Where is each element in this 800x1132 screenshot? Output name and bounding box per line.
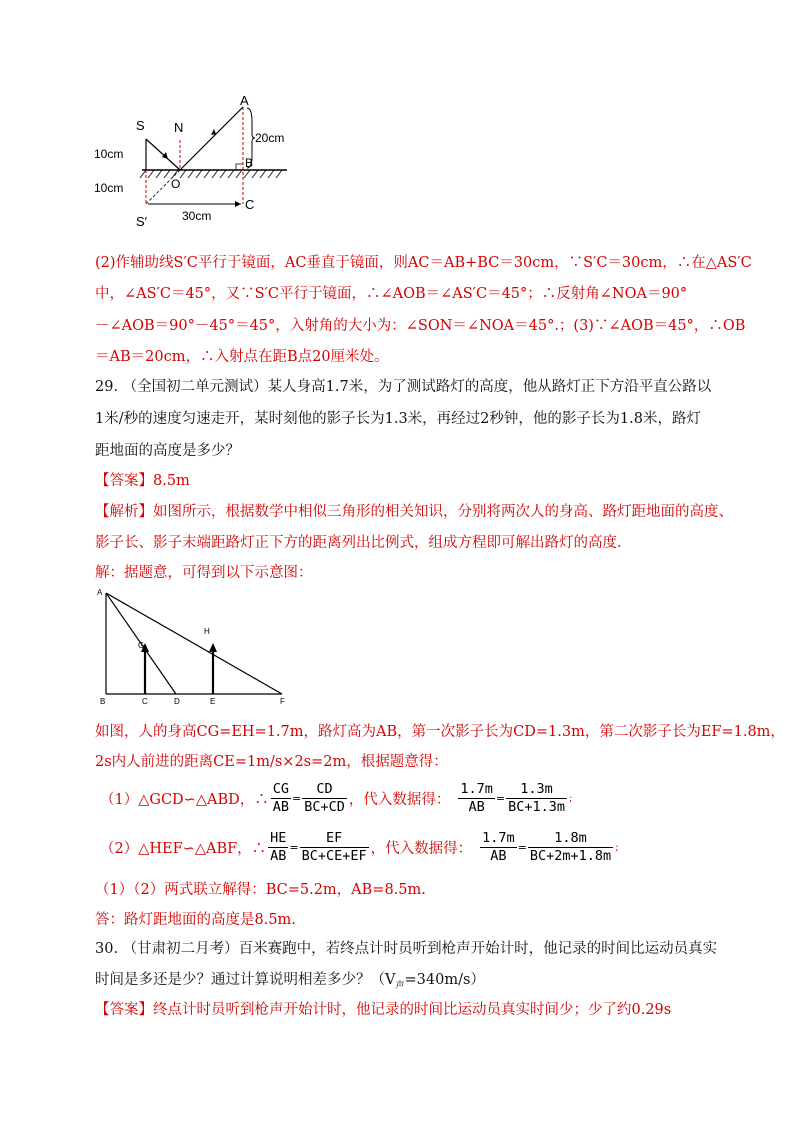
dim-10cm-top: 10cm [94,147,124,161]
eq2-prefix: （2）△HEF∽△ABF，∴ [100,841,267,857]
dim-20cm: 20cm [255,131,285,145]
q30-line-2 [95,970,485,996]
q29-explain-2: 2s内人前进的距离CE=1m/s×2s=2m，根据题意得： [95,754,448,770]
solution-line-2: 中，∠AS′C＝45°，又∵S′C平行于镜面，∴∠AOB＝∠AS′C＝45°；∴反射角∠NOA＝90° [95,286,688,302]
eq2-frac-2: $\frac{EF}{BC+CE+EF}$ [301,830,367,864]
q30-line-2-text: 时间是多还是少？通过计算说明相差多少？（V [95,972,396,988]
q29-solve-intro: 解：据题意，可得到以下示意图： [95,565,313,581]
label-n: N [174,120,184,135]
eq2-suffix: ; [615,842,619,853]
eq1-frac-1: $\frac{CG}{AB}$ [272,781,289,815]
eq2-mid: ，代入数据得： [370,841,473,857]
solution-line-3: －∠AOB＝90°－45°＝45°，入射角的大小为：∠SON＝∠NOA＝45°.；(3)∵∠AOB＝45°，∴OB [95,318,746,334]
label-s-prime: S′ [136,214,148,229]
fig2-label-b: B [100,697,106,706]
eq1-frac-3: $\frac{1.7m}{AB}$ [460,781,493,815]
mirror-reflection-figure [90,92,300,232]
label-o: O [171,177,181,191]
q29-analysis-2: 影子长、影子末端距路灯正下方的距离列出比例式，组成方程即可解出路灯的高度. [95,535,622,551]
fig2-label-e: E [210,697,216,706]
q29-line-2: 1米/秒的速度匀速走开，某时刻他的影子长为1.3米，再经过2秒钟，他的影子长为1.8米，路灯 [95,411,701,427]
label-b: B [245,156,254,170]
fig2-label-c: C [142,697,148,706]
label-c: C [245,197,255,212]
eq1-frac-2: $\frac{CD}{BC+CD}$ [304,781,345,815]
equation-2: （2）△HEF∽△ABF，∴ $\frac{HE}{AB}$ = $\frac{EF}{BC+CE+EF}$ ，代入数据得： $\frac{1.7m}{AB}$ = $\frac{1.8m}{BC+2m+1.8m}$ ; [100,830,619,864]
q30-line-2-end: =340m/s） [404,972,485,988]
q30-subscript: 声 [395,980,405,991]
eq1-prefix: （1）△GCD∽△ABD，∴ [100,792,269,808]
fig2-label-a: A [97,588,103,597]
streetlamp-figure [94,586,294,708]
dim-10cm-bottom: 10cm [94,181,124,195]
q29-line-3: 距地面的高度是多少？ [95,443,240,459]
eq2-frac-1: $\frac{HE}{AB}$ [270,830,287,864]
fig2-label-g: G [138,641,145,650]
q29-line-1: 29. （全国初二单元测试）某人身高1.7米，为了测试路灯的高度，他从路灯正下方沿平直公路以 [95,379,712,395]
dim-30cm: 30cm [182,209,212,223]
eq1-mid: ，代入数据得： [348,792,451,808]
eq2-frac-4: $\frac{1.8m}{BC+2m+1.8m}$ [529,830,612,864]
fig2-label-h: H [204,627,210,636]
solution-line-4: ＝AB＝20cm，∴入射点在距B点20厘米处。 [95,349,389,365]
q30-answer: 【答案】终点计时员听到枪声开始计时，他记录的时间比运动员真实时间少；少了约0.29s [95,1002,672,1018]
eq1-suffix: ; [569,793,573,804]
equation-1: （1）△GCD∽△ABD，∴ $\frac{CG}{AB}$ = $\frac{CD}{BC+CD}$ ，代入数据得： $\frac{1.7m}{AB}$ = $\frac{1.3m}{BC+1.3m}$ ; [100,781,573,815]
q29-explain-1: 如图，人的身高CG=EH=1.7m，路灯高为AB，第一次影子长为CD=1.3m，第二次影子长为EF=1.8m， [95,724,785,740]
q29-answer: 【答案】8.5m [95,473,190,489]
fig2-label-f: F [280,697,285,706]
q30-line-1: 30. （甘肃初二月考）百米赛跑中，若终点计时员听到枪声开始计时，他记录的时间比运动员真实 [95,941,718,957]
label-s: S [136,118,145,133]
fig2-label-d: D [174,697,180,706]
q29-final: 答：路灯距地面的高度是8.5m. [95,912,296,928]
q29-combine: （1）（2）两式联立解得：BC=5.2m，AB=8.5m. [95,882,426,898]
eq1-frac-4: $\frac{1.3m}{BC+1.3m}$ [508,781,565,815]
label-a: A [240,93,249,108]
q29-analysis-1: 【解析】如图所示，根据数学中相似三角形的相关知识，分别将两次人的身高、路灯距地面的高度、 [95,504,733,520]
solution-line-1: (2)作辅助线S′C平行于镜面，AC垂直于镜面，则AC＝AB+BC＝30cm，∵S′C＝30cm，∴在△AS′C [95,255,752,271]
eq2-frac-3: $\frac{1.7m}{AB}$ [482,830,515,864]
